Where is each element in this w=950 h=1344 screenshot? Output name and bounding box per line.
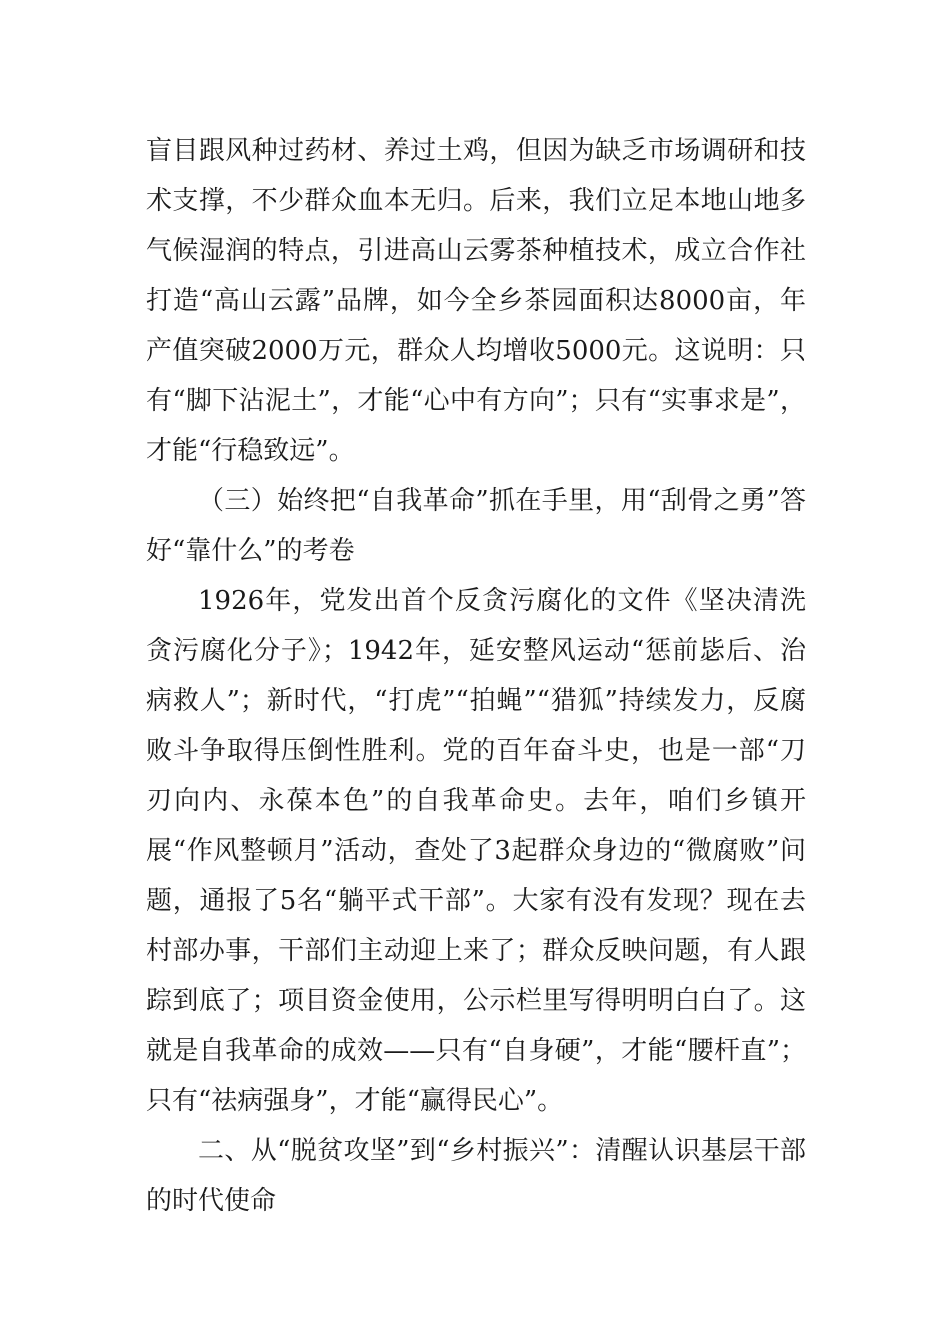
chapter-heading-2: 二、从“脱贫攻坚”到“乡村振兴”：清醒认识基层干部的时代使命 bbox=[146, 1136, 806, 1216]
paragraph-continuation: 盲目跟风种过药材、养过土鸡，但因为缺乏市场调研和技术支撑，不少群众血本无归。后来，我们立足本地山地多气候湿润的特点，引进高山云雾茶种植技术，成立合作社打造“高山云露”品牌，如今全乡茶园面积达8000亩，年产值突破2000万元，群众人均增收5000元。这说明：只有“脚下沾泥土”，才能“心中有方向”；只有“实事求是”，才能“行稳致远”。 bbox=[146, 136, 806, 466]
document-body bbox=[146, 126, 806, 1226]
paragraph-self-revolution: 1926年，党发出首个反贪污腐化的文件《坚决清洗贪污腐化分子》；1942年，延安整风运动“惩前毖后、治病救人”；新时代，“打虎”“拍蝇”“猎狐”持续发力，反腐败斗争取得压倒性胜利。党的百年奋斗史，也是一部“刀刃向内、永葆本色”的自我革命史。去年，咱们乡镇开展“作风整顿月”活动，查处了3起群众身边的“微腐败”问题，通报了5名“躺平式干部”。大家有没有发现？现在去村部办事，干部们主动迎上来了；群众反映问题，有人跟踪到底了；项目资金使用，公示栏里写得明明白白了。这就是自我革命的成效——只有“自身硬”，才能“腰杆直”；只有“祛病强身”，才能“赢得民心”。 bbox=[146, 586, 806, 1116]
section-heading-3: （三）始终把“自我革命”抓在手里，用“刮骨之勇”答好“靠什么”的考卷 bbox=[146, 486, 806, 566]
